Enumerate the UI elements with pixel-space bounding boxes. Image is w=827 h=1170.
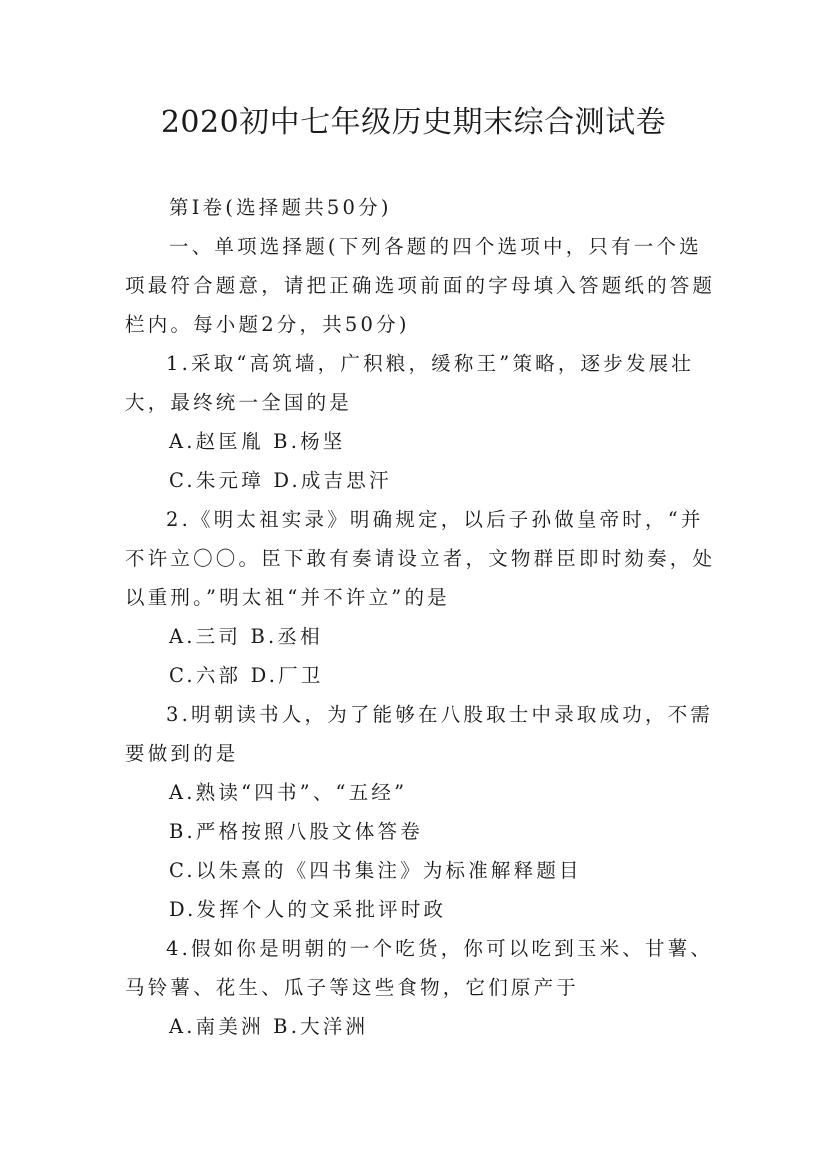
question-2-line-1: 2.《明太祖实录》明确规定，以后子孙做皇帝时，“并 <box>166 508 704 531</box>
question-2-options-ab: A.三司 B.丞相 <box>169 625 323 648</box>
question-4-line-2: 马铃薯、花生、瓜子等这些食物，它们原产于 <box>125 976 580 999</box>
question-1-line-1: 1.采取“高筑墙，广积粮，缓称王”策略，逐步发展壮 <box>166 352 695 375</box>
instructions-line-3: 栏内。每小题2分，共50分) <box>125 313 410 336</box>
question-2-line-3: 以重刑。”明太祖“并不许立”的是 <box>125 586 450 609</box>
question-3-option-c: C.以朱熹的《四书集注》为标准解释题目 <box>169 859 582 882</box>
question-1-options-cd: C.朱元璋 D.成吉思汗 <box>169 469 392 492</box>
question-3-option-b: B.严格按照八股文体答卷 <box>169 820 423 843</box>
instructions-line-1: 一、单项选择题(下列各题的四个选项中，只有一个选 <box>169 235 702 258</box>
document-title: 2020初中七年级历史期末综合测试卷 <box>160 105 667 140</box>
question-3-line-1: 3.明朝读书人，为了能够在八股取士中录取成功，不需 <box>166 703 714 726</box>
question-3-option-d: D.发挥个人的文采批评时政 <box>169 898 447 921</box>
question-3-line-2: 要做到的是 <box>125 742 239 765</box>
question-1-options-ab: A.赵匡胤 B.杨坚 <box>169 430 346 453</box>
section-heading: 第Ⅰ卷(选择题共50分) <box>169 196 392 219</box>
question-4-options-ab: A.南美洲 B.大洋洲 <box>169 1015 369 1038</box>
question-2-line-2: 不许立〇〇。臣下敢有奏请设立者，文物群臣即时劾奏，处 <box>125 547 716 570</box>
instructions-line-2: 项最符合题意，请把正确选项前面的字母填入答题纸的答题 <box>125 274 716 297</box>
question-3-option-a: A.熟读“四书”、“五经” <box>169 781 408 804</box>
question-1-line-2: 大，最终统一全国的是 <box>125 391 353 414</box>
question-4-line-1: 4.假如你是明朝的一个吃货，你可以吃到玉米、甘薯、 <box>166 937 714 960</box>
document-body <box>125 188 716 1046</box>
question-2-options-cd: C.六部 D.厂卫 <box>169 664 324 687</box>
